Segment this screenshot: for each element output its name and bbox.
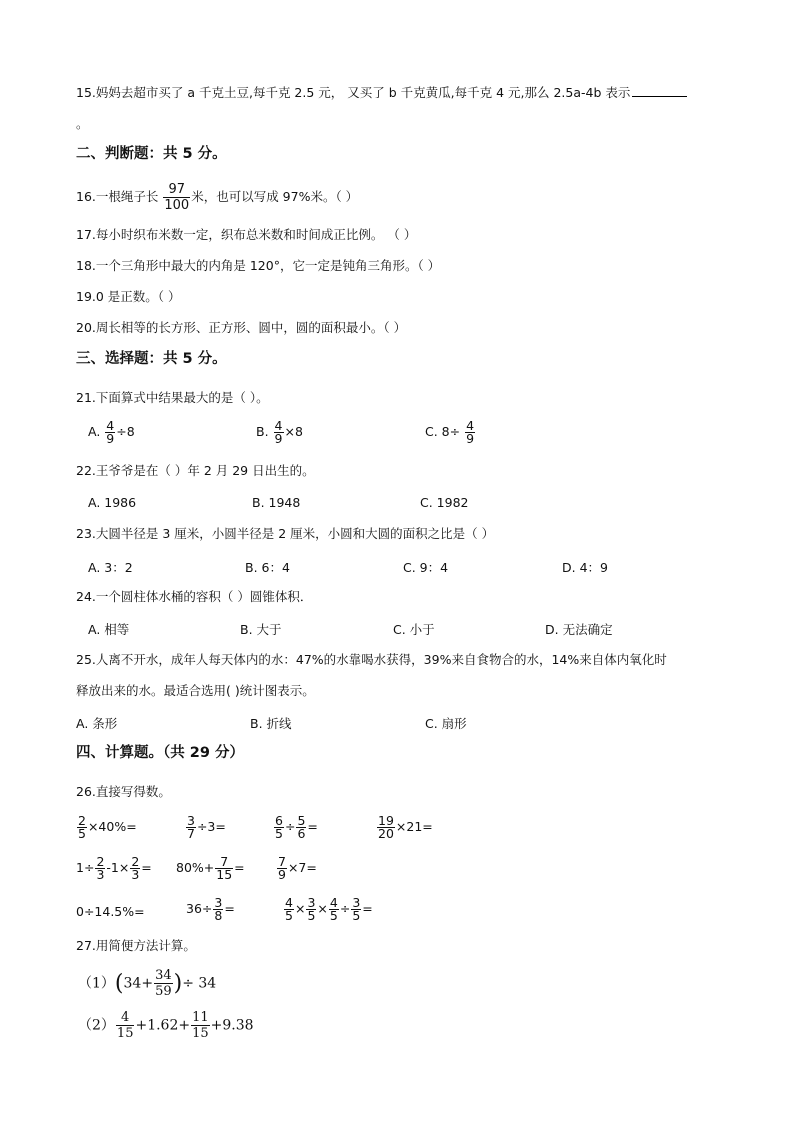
expression-text: = (307, 819, 318, 834)
numerator: 97 (163, 182, 190, 198)
q24-option-b[interactable]: B. 大于 (240, 622, 282, 637)
denominator: 8 (214, 908, 223, 923)
question-25-line1: 25.人离不开水，成年人每天体内的水：47%的水靠喝水获得，39%来自食物合的水，14%来自体内氧化时 (76, 652, 667, 667)
denominator: 5 (78, 826, 86, 841)
expression-text: ÷ 34 (182, 975, 217, 992)
question-15 (76, 84, 687, 101)
denominator: 100 (164, 198, 190, 213)
fraction (154, 968, 173, 999)
calc-item (276, 856, 317, 881)
denominator: 15 (216, 867, 233, 882)
numerator: 3 (187, 813, 195, 828)
numerator: 7 (215, 856, 233, 869)
section-heading-calculation: 四、计算题。（共 29 分） (76, 745, 245, 761)
denominator: 20 (378, 826, 394, 841)
q23-option-c[interactable]: C. 9：4 (403, 560, 449, 575)
q21-option-a[interactable] (88, 420, 135, 445)
denominator: 9 (106, 431, 115, 446)
option-label: A. (88, 424, 101, 439)
fraction (296, 815, 306, 840)
numerator: 34 (155, 968, 172, 983)
numerator: 11 (192, 1010, 209, 1025)
fraction (284, 897, 294, 922)
question-21-stem: 21.下面算式中结果最大的是（ ）。 (76, 390, 269, 405)
calc-item (185, 815, 226, 840)
fraction (191, 1010, 210, 1041)
q25-option-b[interactable]: B. 折线 (250, 716, 292, 731)
fraction (377, 815, 395, 840)
question-16-pre: 16.一根绳子长 (76, 189, 159, 204)
fraction (465, 420, 475, 445)
calc-item: 0÷14.5%= (76, 904, 145, 919)
q27-part-1 (78, 968, 216, 999)
expression-text: 36÷ (186, 901, 213, 916)
right-paren: ) (173, 971, 183, 996)
answer-blank[interactable] (632, 84, 687, 97)
section-heading-choice: 三、选择题：共 5 分。 (76, 351, 227, 367)
q22-option-b[interactable]: B. 1948 (252, 495, 301, 510)
q25-option-a[interactable]: A. 条形 (76, 716, 118, 731)
operator: × (294, 901, 306, 916)
denominator: 9 (274, 431, 283, 446)
denominator: 5 (352, 908, 361, 923)
calc-item (186, 897, 235, 922)
expression-text: +9.38 (210, 1017, 254, 1034)
numerator: 7 (278, 854, 286, 869)
q25-option-c[interactable]: C. 扇形 (425, 716, 467, 731)
question-18: 18.一个三角形中最大的内角是 120°，它一定是钝角三角形。（ ） (76, 258, 441, 273)
expression-text: = (141, 860, 152, 875)
option-label: B. (256, 424, 269, 439)
question-26-stem: 26.直接写得数。 (76, 784, 171, 799)
expression-text: 80%+ (176, 860, 215, 875)
operator: ÷ (339, 901, 351, 916)
fraction (306, 897, 316, 922)
numerator: 19 (378, 813, 394, 828)
fraction (163, 182, 190, 213)
fraction (105, 420, 115, 445)
denominator: 59 (155, 984, 172, 999)
fraction (95, 856, 105, 881)
question-15-end: 。 (76, 116, 89, 131)
calc-item (176, 856, 245, 881)
denominator: 5 (329, 908, 338, 923)
numerator: 5 (297, 813, 306, 828)
fraction (116, 1010, 135, 1041)
numerator: 4 (285, 895, 293, 910)
question-22-stem: 22.王爷爷是在（ ）年 2 月 29 日出生的。 (76, 463, 315, 478)
part-label: （1） (78, 975, 115, 992)
q24-option-c[interactable]: C. 小于 (393, 622, 435, 637)
expression-text: 34+ (123, 975, 154, 992)
numerator: 6 (275, 813, 283, 828)
operator: ÷ (284, 819, 296, 834)
fraction (213, 897, 223, 922)
fraction (329, 897, 339, 922)
q24-option-a[interactable]: A. 相等 (88, 622, 130, 637)
expression-text: ×21= (395, 819, 433, 834)
denominator: 3 (96, 867, 105, 882)
q24-option-d[interactable]: D. 无法确定 (545, 622, 613, 637)
fraction (186, 815, 196, 840)
operator: -1× (106, 860, 130, 875)
left-paren: ( (114, 971, 124, 996)
numerator: 4 (106, 418, 115, 433)
fraction (274, 420, 284, 445)
q23-option-d[interactable]: D. 4：9 (562, 560, 608, 575)
question-24-stem: 24.一个圆柱体水桶的容积（ ）圆锥体积． (76, 589, 313, 604)
calc-item (76, 815, 137, 840)
numerator: 4 (116, 1010, 135, 1026)
expression-text: ×40%= (87, 819, 137, 834)
fraction (351, 897, 361, 922)
calc-item (76, 856, 152, 881)
denominator: 5 (275, 826, 283, 841)
expression-text: = (362, 901, 373, 916)
fraction (277, 856, 287, 881)
question-25-line2: 释放出来的水。最适合选用( )统计图表示。 (76, 683, 315, 698)
part-label: （2） (78, 1017, 115, 1034)
denominator: 9 (466, 431, 475, 446)
denominator: 9 (278, 867, 286, 882)
option-text: ÷8 (116, 424, 135, 439)
question-19: 19.0 是正数。（ ） (76, 289, 181, 304)
numerator: 4 (466, 418, 475, 433)
numerator: 3 (214, 895, 223, 910)
q23-option-b[interactable]: B. 6：4 (245, 560, 290, 575)
denominator: 6 (297, 826, 306, 841)
question-15-text: 15.妈妈去超市买了 a 千克土豆,每千克 2.5 元， 又买了 b 千克黄瓜,每千克 4 元,那么 2.5a-4b 表示 (76, 85, 631, 100)
denominator: 7 (187, 826, 195, 841)
option-label: C. 8÷ (425, 424, 461, 439)
expression-text: ×7= (287, 860, 317, 875)
question-20: 20.周长相等的长方形、正方形、圆中，圆的面积最小。（ ） (76, 320, 407, 335)
question-16 (76, 182, 358, 213)
fraction (274, 815, 284, 840)
q22-option-c[interactable]: C. 1982 (420, 495, 469, 510)
expression-text: +1.62+ (135, 1017, 191, 1034)
calc-item (283, 897, 373, 922)
calc-item (376, 815, 433, 840)
q27-part-2 (78, 1010, 254, 1041)
question-17: 17.每小时织布米数一定，织布总米数和时间成正比例。 （ ） (76, 227, 417, 242)
expression-text: ÷3= (196, 819, 226, 834)
fraction (130, 856, 140, 881)
operator: × (317, 901, 328, 916)
q22-option-a[interactable]: A. 1986 (88, 495, 137, 510)
fraction (215, 856, 233, 881)
numerator: 4 (274, 418, 283, 433)
numerator: 2 (131, 854, 140, 869)
denominator: 3 (131, 867, 140, 882)
numerator: 3 (352, 895, 361, 910)
question-27-stem: 27.用简便方法计算。 (76, 938, 196, 953)
fraction (77, 815, 87, 840)
denominator: 15 (192, 1026, 209, 1041)
denominator: 5 (285, 908, 293, 923)
section-heading-judgement: 二、判断题：共 5 分。 (76, 146, 227, 162)
question-23-stem: 23.大圆半径是 3 厘米，小圆半径是 2 厘米，小圆和大圆的面积之比是（ ） (76, 526, 495, 541)
option-text: ×8 (284, 424, 303, 439)
calc-item (273, 815, 318, 840)
q21-option-b[interactable] (256, 420, 303, 445)
expression-text: 1÷ (76, 860, 95, 875)
expression-text: = (234, 860, 245, 875)
denominator: 5 (307, 908, 316, 923)
q21-option-c[interactable] (425, 420, 476, 445)
denominator: 15 (116, 1026, 134, 1041)
numerator: 2 (96, 854, 105, 869)
q23-option-a[interactable]: A. 3：2 (88, 560, 133, 575)
expression-text: = (224, 901, 235, 916)
numerator: 2 (78, 813, 86, 828)
numerator: 4 (329, 895, 338, 910)
numerator: 3 (307, 895, 316, 910)
question-16-post: 米，也可以写成 97%米。（ ） (191, 189, 359, 204)
